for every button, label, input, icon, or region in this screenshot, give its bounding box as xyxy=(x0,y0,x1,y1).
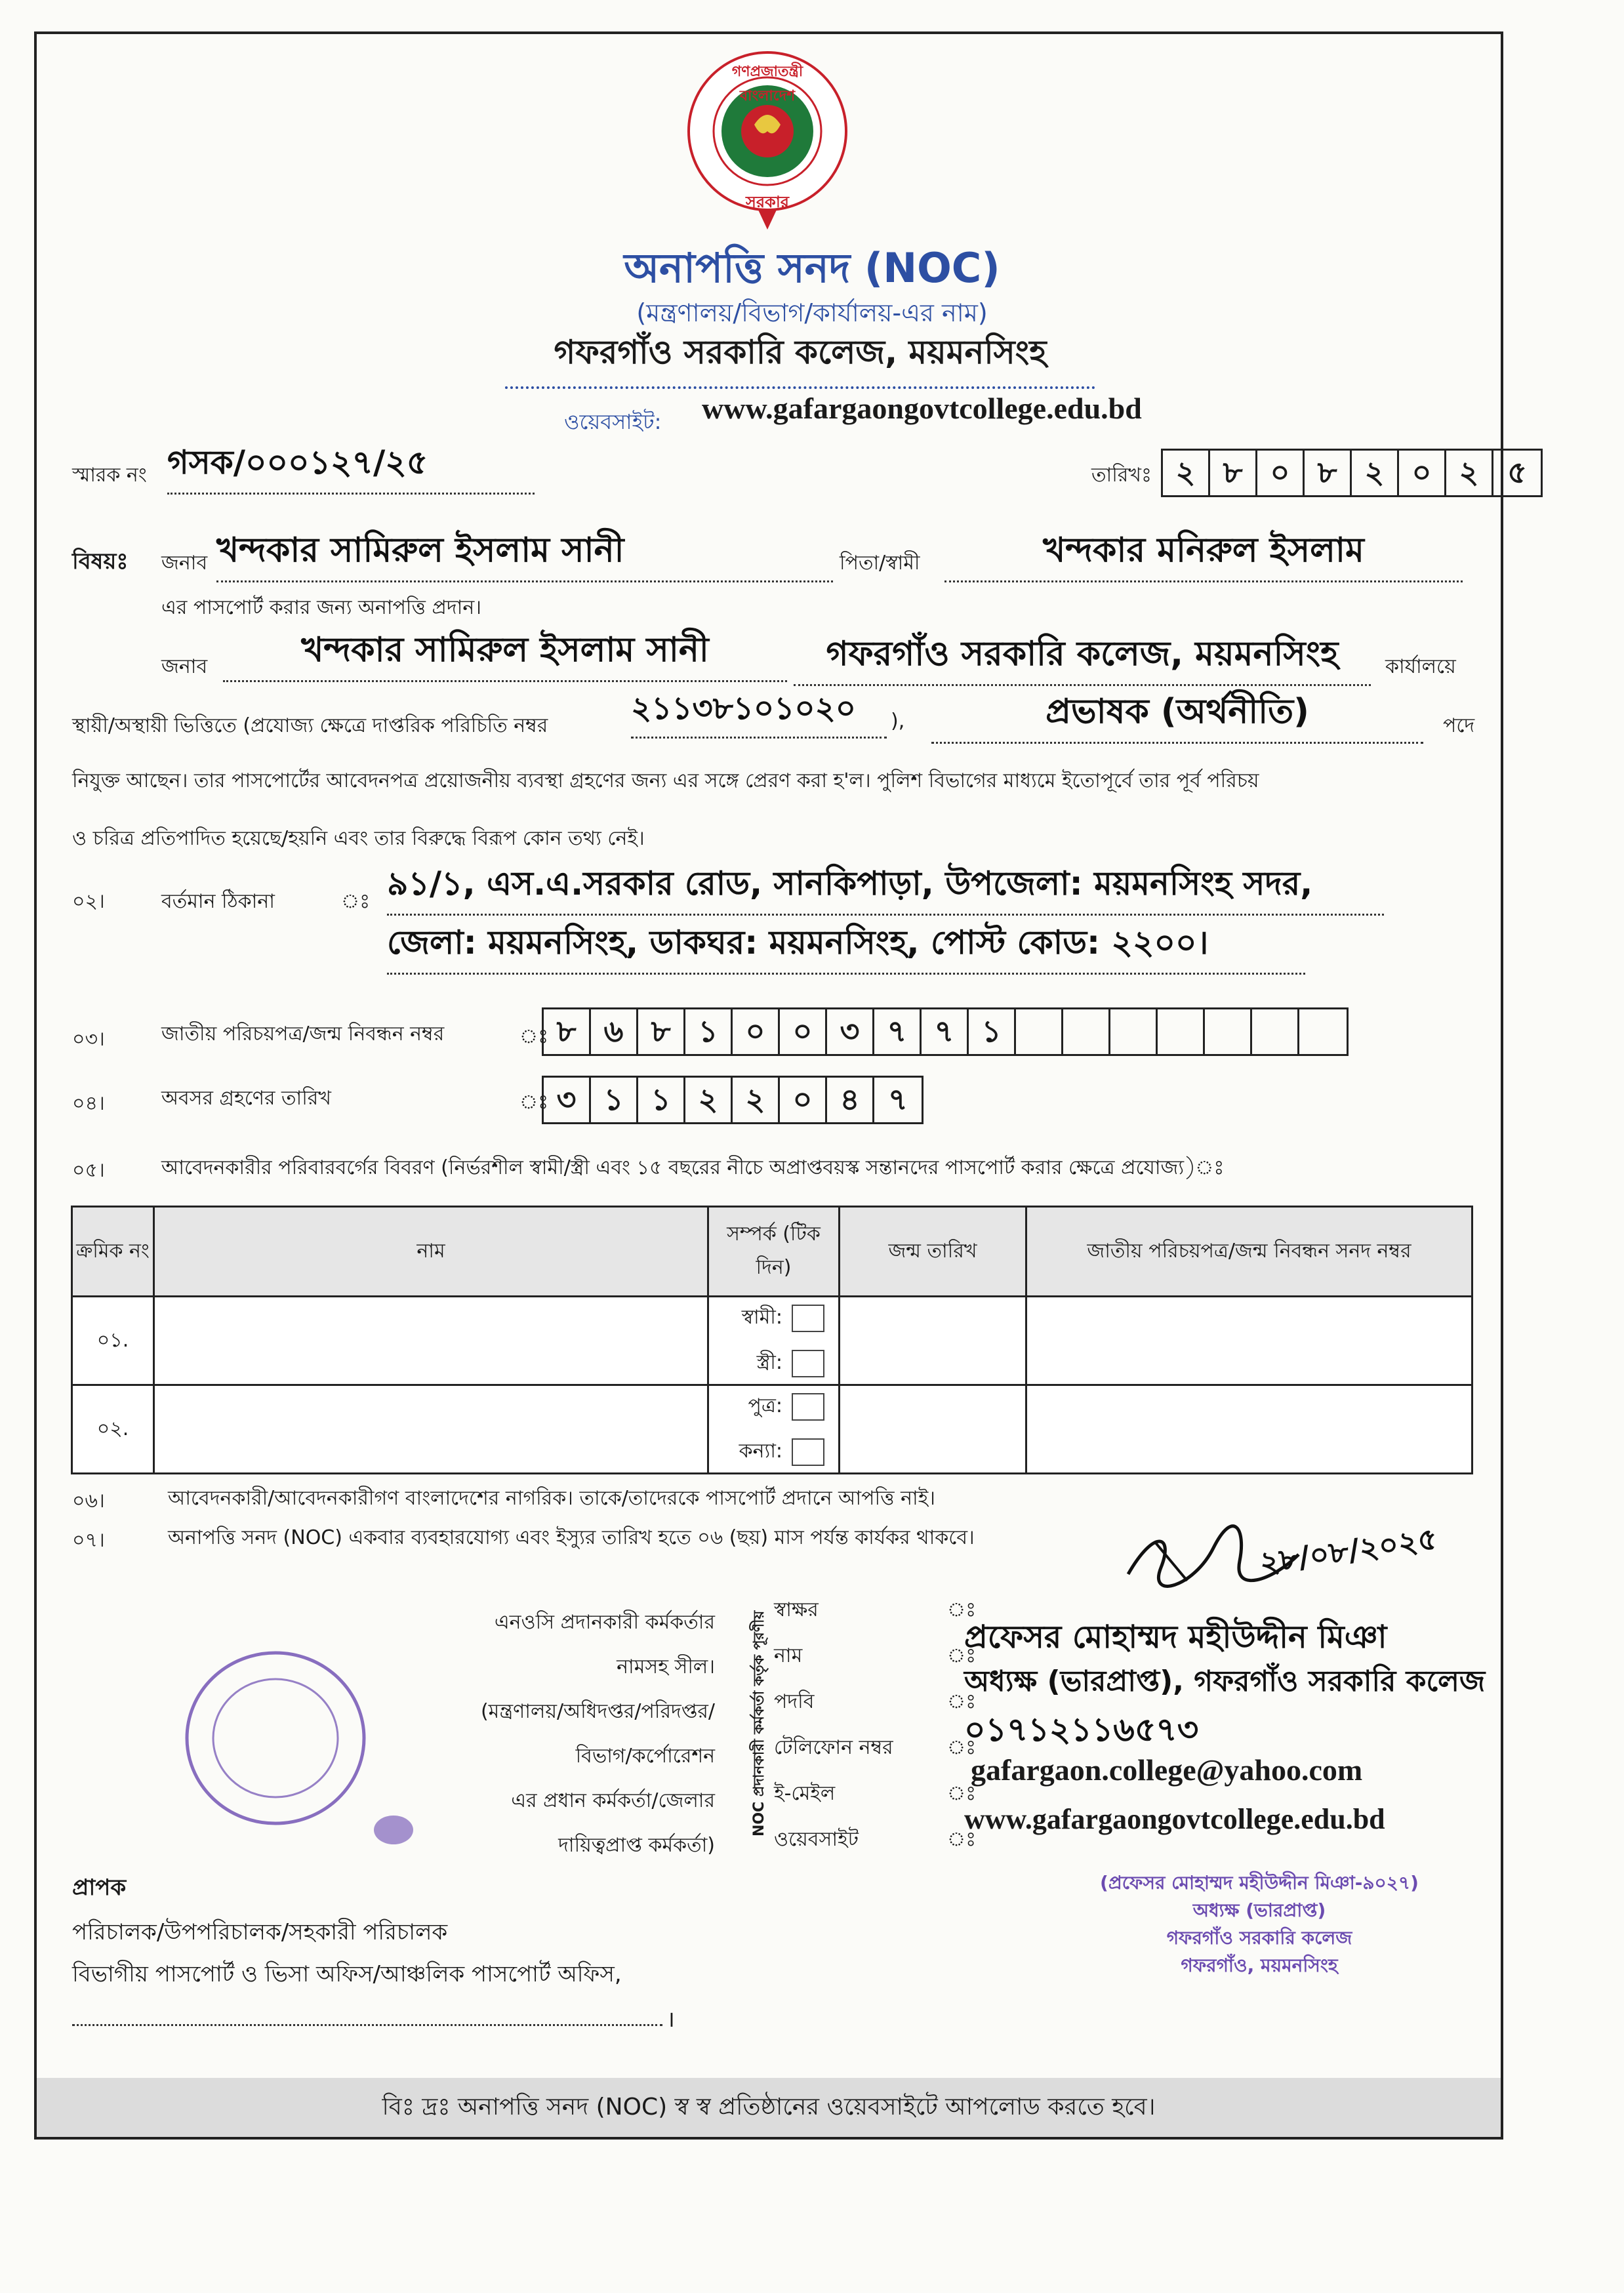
nid-digit-box xyxy=(1063,1009,1110,1054)
item02-colon: ঃ xyxy=(341,890,371,913)
website-label: ওয়েবসাইট: xyxy=(564,409,662,434)
item06-text: আবেদনকারী/আবেদনকারীগণ বাংলাদেশের নাগরিক। তাকে/তাদেরকে পাসপোর্ট প্রদানে আপত্তি নাই। xyxy=(168,1487,936,1510)
colon: ঃ xyxy=(947,1736,977,1759)
stamp-line: অধ্যক্ষ (ভারপ্রাপ্ত) xyxy=(1192,1899,1326,1921)
retire-digit-box: ০ xyxy=(780,1078,827,1122)
seal-top-text: গণপ্রজাতন্ত্রী বাংলাদেশ xyxy=(731,64,803,104)
body-para1: নিযুক্ত আছেন। তার পাসপোর্টের আবেদনপত্র প্রয়োজনীয় ব্যবস্থা গ্রহণের জন্য এর সঙ্গে প্রেরণ করা হ'ল। পুলিশ বিভাগের মাধ্যমে ইতোপূর্বে তার পূর্ব পরিচয় xyxy=(72,769,1259,792)
nid-digit-box: ৬ xyxy=(591,1009,638,1054)
nid-digit-box xyxy=(1016,1009,1063,1054)
nid-digit-box: ৮ xyxy=(544,1009,591,1054)
applicant-name: খন্দকার সামিরুল ইসলাম সানী xyxy=(216,523,833,582)
colon: ঃ xyxy=(947,1828,977,1851)
item05-label: আবেদনকারীর পরিবারবর্গের বিবরণ (নির্ভরশীল স্বামী/স্ত্রী এবং ১৫ বছরের নীচে অপ্রাপ্তবয়স্ক সন্তানদের পাসপোর্ট করার ক্ষেত্রে প্রযোজ্য)ঃ xyxy=(161,1156,1225,1179)
nid-digit-box: ৩ xyxy=(827,1009,874,1054)
signatory-line: এর প্রধান কর্মকর্তা/জেলার xyxy=(511,1789,715,1812)
table-row xyxy=(72,1297,1472,1385)
official-id-number: ২১১৩৮১০১০২০ xyxy=(631,685,887,739)
field-label-designation: পদবি xyxy=(774,1690,815,1713)
relation-label-son: পুত্র: xyxy=(748,1394,782,1417)
father-label: পিতা/স্বামী xyxy=(840,552,920,575)
vertical-noc-label: NOC প্রদানকারী কর্মকর্তা কর্তৃক পূরণীয় xyxy=(751,1610,767,1836)
husband-checkbox[interactable] xyxy=(792,1305,824,1332)
row-name[interactable] xyxy=(154,1385,708,1474)
stamp-line: গফরগাঁও সরকারি কলেজ xyxy=(1166,1927,1352,1949)
date-digit-box: ০ xyxy=(1257,451,1305,495)
item07-number: ০৭। xyxy=(72,1529,105,1552)
relation-label-wife: স্ত্রী: xyxy=(756,1351,782,1374)
body-mr-label: জনাব xyxy=(161,655,208,678)
item04-number: ০৪। xyxy=(72,1092,105,1115)
nid-digit-box: ৭ xyxy=(922,1009,969,1054)
father-name: খন্দকার মনিরুল ইসলাম xyxy=(944,523,1463,582)
date-digit-box: ২ xyxy=(1163,451,1210,495)
nid-digit-box: ১ xyxy=(969,1009,1016,1054)
date-digit-box: ২ xyxy=(1446,451,1493,495)
col-name: নাম xyxy=(154,1207,708,1297)
date-label: তারিখঃ xyxy=(1091,464,1152,487)
signatory-name: প্রফেসর মোহাম্মদ মহীউদ্দীন মিঞা xyxy=(964,1619,1387,1655)
colon: ঃ xyxy=(947,1782,977,1805)
name-stamp xyxy=(1023,1869,1495,1979)
recipient-label: প্রাপক xyxy=(72,1875,127,1901)
office-seal-stamp-icon xyxy=(157,1633,433,1856)
seal-bottom-text: সরকার xyxy=(745,193,789,211)
office-suffix: কার্যালয়ে xyxy=(1385,655,1456,678)
col-relation: সম্পর্ক (টিক দিন) xyxy=(708,1207,840,1297)
signatory-line: দায়িত্বপ্রাপ্ত কর্মকর্তা) xyxy=(558,1834,715,1857)
ministry-line: (মন্ত্রণালয়/বিভাগ/কার্যালয়-এর নাম) xyxy=(636,298,988,327)
address-line1: ৯১/১, এস.এ.সরকার রোড, সানকিপাড়া, উপজেলা: ময়মনসিংহ সদর, xyxy=(387,859,1384,916)
item02-label: বর্তমান ঠিকানা xyxy=(161,890,275,913)
field-label-website: ওয়েবসাইট xyxy=(774,1828,859,1851)
retire-digit-box: ২ xyxy=(685,1078,733,1122)
date-digit-box: ৮ xyxy=(1305,451,1352,495)
item03-colon: ঃ xyxy=(519,1025,549,1048)
colon: ঃ xyxy=(947,1598,977,1621)
designation: প্রভাষক (অর্থনীতি) xyxy=(931,685,1423,744)
signatory-email: gafargaon.college@yahoo.com xyxy=(971,1753,1363,1787)
son-checkbox[interactable] xyxy=(792,1393,824,1421)
family-table xyxy=(71,1206,1473,1474)
nid-digit-box xyxy=(1299,1009,1347,1054)
item05-number: ০৫। xyxy=(72,1159,105,1182)
nid-digit-box xyxy=(1110,1009,1158,1054)
body-office: গফরগাঁও সরকারি কলেজ, ময়মনসিংহ xyxy=(794,627,1371,686)
id-prefix: স্থায়ী/অস্থায়ী ভিত্তিতে (প্রযোজ্য ক্ষেত্রে দাপ্তরিক পরিচিতি নম্বর xyxy=(72,714,548,737)
field-label-email: ই-মেইল xyxy=(774,1782,836,1805)
item04-label: অবসর গ্রহণের তারিখ xyxy=(161,1087,331,1110)
retire-digit-box: ২ xyxy=(733,1078,780,1122)
ref-label: স্মারক নং xyxy=(72,464,147,487)
nid-boxes xyxy=(542,1007,1349,1056)
date-digit-box: ৮ xyxy=(1210,451,1257,495)
recipient-line3[interactable] xyxy=(72,2020,662,2026)
retire-digit-box: ৭ xyxy=(888,1082,908,1117)
signatory-website: www.gafargaongovtcollege.edu.bd xyxy=(964,1803,1385,1835)
subject-label: বিষয়ঃ xyxy=(72,548,129,575)
retire-digit-box: ১ xyxy=(591,1078,638,1122)
item06-number: ০৬। xyxy=(72,1490,105,1512)
nid-digit-box: ০ xyxy=(733,1009,780,1054)
signatory-line: এনওসি প্রদানকারী কর্মকর্তার xyxy=(494,1611,715,1634)
retire-digit-box: ৩ xyxy=(544,1078,591,1122)
date-digit-box: ৫ xyxy=(1507,455,1527,490)
item02-number: ০২। xyxy=(72,890,105,913)
signatory-designation: অধ্যক্ষ (ভারপ্রাপ্ত), গফরগাঁও সরকারি কলেজ xyxy=(964,1665,1486,1698)
body-applicant-name: খন্দকার সামিরুল ইসলাম সানী xyxy=(223,623,787,682)
nid-digit-box: ৭ xyxy=(874,1009,922,1054)
field-label-name: নাম xyxy=(774,1644,803,1667)
date-boxes xyxy=(1161,449,1543,497)
row-dob[interactable] xyxy=(840,1385,1026,1474)
row-name[interactable] xyxy=(154,1297,708,1385)
recipient-line2: বিভাগীয় পাসপোর্ট ও ভিসা অফিস/আঞ্চলিক পাসপোর্ট অফিস, xyxy=(72,1961,622,1987)
relation-cell xyxy=(708,1385,840,1474)
signatory-line: বিভাগ/কর্পোরেশন xyxy=(575,1745,715,1768)
subject-line2: এর পাসপোর্ট করার জন্য অনাপত্তি প্রদান। xyxy=(161,596,481,619)
relation-cell xyxy=(708,1297,840,1385)
recipient-line1: পরিচালক/উপপরিচালক/সহকারী পরিচালক xyxy=(72,1919,448,1945)
signatory-left-text xyxy=(394,1600,715,1868)
retire-digit-box: ৪ xyxy=(827,1078,874,1122)
relation-label-husband: স্বামী: xyxy=(741,1306,782,1329)
nid-digit-box xyxy=(1252,1009,1299,1054)
colon: ঃ xyxy=(947,1644,977,1667)
designation-suffix: পদে xyxy=(1443,714,1475,737)
signatory-line: নামসহ সীল। xyxy=(617,1655,715,1678)
item03-number: ০৩। xyxy=(72,1028,105,1051)
row-dob[interactable] xyxy=(840,1297,1026,1385)
stamp-line: (প্রফেসর মোহাম্মদ মহীউদ্দীন মিঞা-৯০২৭) xyxy=(1100,1872,1419,1894)
retirement-date-boxes xyxy=(542,1076,924,1124)
recipient-line3-end: । xyxy=(666,2006,675,2033)
field-label-phone: টেলিফোন নম্বর xyxy=(774,1736,893,1759)
address-line2: জেলা: ময়মনসিংহ, ডাকঘর: ময়মনসিংহ, পোস্ট কোড: ২২০০। xyxy=(387,918,1305,975)
footer-note: বিঃ দ্রঃ অনাপত্তি সনদ (NOC) স্ব স্ব প্রতিষ্ঠানের ওয়েবসাইটে আপলোড করতে হবে। xyxy=(37,2078,1501,2137)
id-comma: ), xyxy=(891,710,905,733)
colon: ঃ xyxy=(947,1690,977,1713)
item04-colon: ঃ xyxy=(519,1091,549,1114)
wife-checkbox[interactable] xyxy=(792,1350,824,1377)
retire-digit-box: ১ xyxy=(638,1078,685,1122)
nid-digit-box: ৮ xyxy=(638,1009,685,1054)
signatory-line: (মন্ত্রণালয়/অধিদপ্তর/পরিদপ্তর/ xyxy=(480,1700,715,1723)
signatory-phone: ০১৭১২১১৬৫৭৩ xyxy=(964,1711,1199,1749)
body-para2: ও চরিত্র প্রতিপাদিত হয়েছে/হয়নি এবং তার বিরুদ্ধে বিরূপ কোন তথ্য নেই। xyxy=(72,827,645,850)
row-serial: ০১. xyxy=(72,1297,154,1385)
relation-label-daughter: কন্যা: xyxy=(739,1440,782,1463)
subject-mr-label: জনাব xyxy=(161,552,208,575)
date-digit-box: ২ xyxy=(1352,451,1399,495)
col-nid: জাতীয় পরিচয়পত্র/জন্ম নিবন্ধন সনদ নম্বর xyxy=(1026,1207,1472,1297)
ref-number: গসক/০০০১২৭/২৫ xyxy=(167,438,535,495)
col-serial: ক্রমিক নং xyxy=(72,1207,154,1297)
institution-name: গফরগাঁও সরকারি কলেজ, ময়মনসিংহ xyxy=(505,328,1095,389)
table-row xyxy=(72,1385,1472,1474)
daughter-checkbox[interactable] xyxy=(792,1438,824,1466)
row-nid[interactable] xyxy=(1026,1297,1472,1385)
field-label-signature: স্বাক্ষর xyxy=(774,1598,819,1621)
date-digit-box: ০ xyxy=(1399,451,1446,495)
nid-digit-box: ০ xyxy=(780,1009,827,1054)
nid-digit-box: ১ xyxy=(685,1009,733,1054)
row-serial: ০২. xyxy=(72,1385,154,1474)
header-website: www.gafargaongovtcollege.edu.bd xyxy=(702,392,1142,425)
signature-date: ২৮/০৮/২০২৫ xyxy=(1257,1520,1440,1581)
stamp-line: গফরগাঁও, ময়মনসিংহ xyxy=(1181,1955,1338,1976)
signatory-field-labels xyxy=(774,1587,893,1863)
row-nid[interactable] xyxy=(1026,1385,1472,1474)
nid-digit-box xyxy=(1205,1009,1252,1054)
item07-text: অনাপত্তি সনদ (NOC) একবার ব্যবহারযোগ্য এবং ইস্যুর তারিখ হতে ০৬ (ছয়) মাস পর্যন্ত কার্যকর থাকবে। xyxy=(168,1526,975,1549)
page-title: অনাপত্তি সনদ (NOC) xyxy=(624,244,1000,292)
item03-label: জাতীয় পরিচয়পত্র/জন্ম নিবন্ধন নম্বর xyxy=(161,1023,445,1045)
nid-digit-box xyxy=(1158,1009,1205,1054)
col-dob: জন্ম তারিখ xyxy=(840,1207,1026,1297)
